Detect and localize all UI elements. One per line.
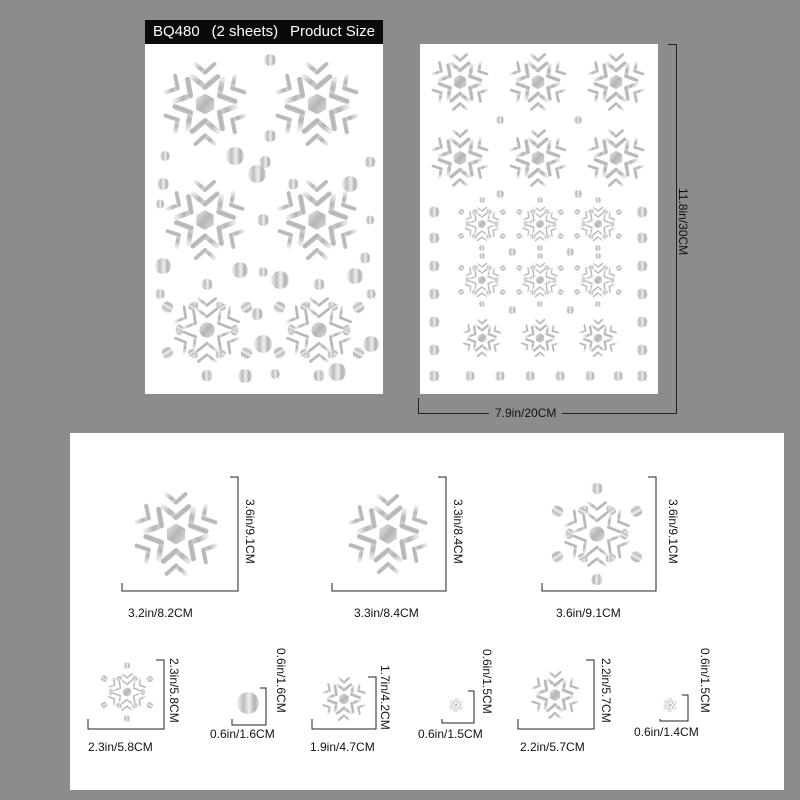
snowflake-icon	[448, 697, 465, 714]
large-3-width: 3.6in/9.1CM	[556, 606, 621, 620]
small-1-width: 2.3in/5.8CM	[88, 740, 153, 754]
sheet-left-artwork	[145, 44, 383, 394]
small-1-height: 2.3in/5.8CM	[167, 658, 181, 723]
snowflake-icon	[342, 488, 434, 580]
small-2-width: 0.6in/1.6CM	[210, 727, 275, 741]
snowflake-icon	[269, 56, 365, 153]
small-4-height: 0.6in/1.5CM	[480, 649, 494, 714]
large-3-height: 3.6in/9.1CM	[666, 499, 680, 564]
snowflake-icon	[583, 125, 649, 191]
sheet-right-artwork	[420, 44, 658, 394]
snowflake-icon	[97, 662, 158, 721]
snowflake-icon	[427, 49, 493, 115]
snowflake-icon	[159, 174, 251, 266]
small-3-height: 1.7in/4.2CM	[378, 665, 392, 730]
snowflake-icon	[157, 56, 253, 153]
small-4-width: 0.6in/1.5CM	[418, 727, 483, 741]
snowflake-icon	[512, 197, 567, 251]
small-6-width: 0.6in/1.4CM	[634, 725, 699, 739]
snowflake-icon	[570, 197, 625, 251]
size-detail-panel	[70, 433, 784, 790]
snowflake-icon	[570, 253, 625, 307]
snowflake-icon	[576, 316, 620, 360]
small-3-width: 1.9in/4.7CM	[310, 740, 375, 754]
snowflake-icon	[454, 253, 509, 307]
width-dimension-tick-left	[418, 398, 419, 414]
snowflake-icon	[505, 49, 571, 115]
large-1-height: 3.6in/9.1CM	[243, 499, 257, 564]
snowflake-icon	[128, 486, 224, 583]
snowflake-icon	[527, 667, 582, 722]
dot-icon	[237, 692, 259, 714]
snowflake-icon	[154, 279, 259, 382]
product-header	[145, 20, 383, 44]
large-1-width: 3.2in/8.2CM	[128, 606, 193, 620]
small-2-height: 0.6in/1.6CM	[274, 648, 288, 713]
sticker-sheet-left	[145, 44, 383, 394]
large-2-width: 3.3in/8.4CM	[354, 606, 419, 620]
sheet-height-label: 11.8in/30CM	[676, 188, 690, 256]
snowflake-icon	[662, 697, 679, 714]
height-dimension-tick-top	[668, 44, 677, 45]
snowflake-icon	[460, 316, 504, 360]
small-6-height: 0.6in/1.5CM	[698, 648, 712, 713]
snowflake-icon	[454, 197, 509, 251]
snowflake-icon	[583, 49, 649, 115]
snowflake-icon	[518, 316, 562, 360]
snowflake-icon	[266, 279, 371, 382]
snowflake-icon	[544, 483, 649, 586]
header-title: Product Size	[289, 23, 375, 40]
small-5-width: 2.2in/5.7CM	[520, 740, 585, 754]
snowflake-icon	[505, 125, 571, 191]
large-2-height: 3.3in/8.4CM	[451, 499, 465, 564]
sticker-sheet-right	[420, 44, 658, 394]
sheet-width-label: 7.9in/20CM	[489, 406, 562, 420]
snowflake-icon	[427, 125, 493, 191]
snowflake-icon	[319, 674, 369, 725]
snowflake-icon	[512, 253, 567, 307]
sheet-count: (2 sheets)	[211, 23, 279, 40]
small-5-height: 2.2in/5.7CM	[599, 658, 613, 723]
product-code: BQ480	[153, 23, 200, 40]
